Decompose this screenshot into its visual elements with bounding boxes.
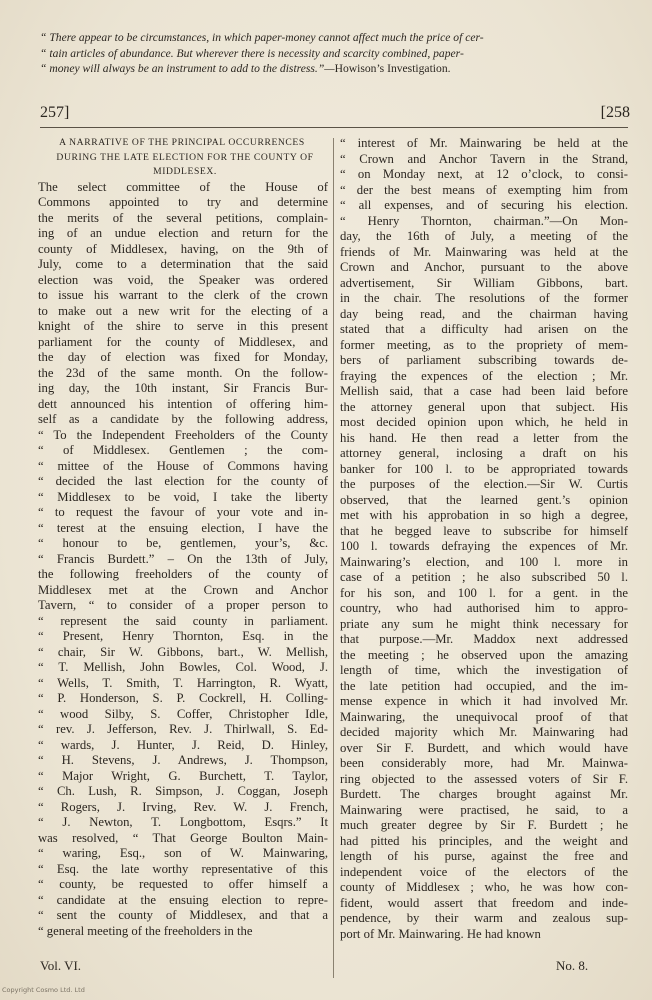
text-line: “ rev. J. Jefferson, Rev. J. Thirlwall, S. Ed- bbox=[38, 722, 328, 736]
left-column bbox=[38, 136, 328, 939]
text-line: the 23d of the same month. On the follow- bbox=[38, 365, 328, 380]
text-line: county of Middlesex, having, on the 9th of bbox=[38, 241, 328, 256]
text-line: had pitted his principles, and the weight and bbox=[340, 833, 628, 848]
text-line: “ P. Honderson, S. P. Cockrell, H. Colling- bbox=[38, 691, 328, 705]
text-line: “ Middlesex to be void, I take the liberty bbox=[38, 489, 328, 504]
text-line: the meeting ; he observed upon the amazing bbox=[340, 647, 628, 662]
page-number-left: 257] bbox=[40, 104, 70, 121]
text-line: “ Henry Thornton, chairman.”—On Mon- bbox=[340, 213, 628, 228]
text-line: “ Crown and Anchor Tavern in the Strand, bbox=[340, 151, 628, 166]
text-line: election was void, the Speaker was ordered bbox=[38, 272, 328, 287]
text-line: parliament for the county of Middlesex, and bbox=[38, 334, 328, 349]
text-line: “ T. Mellish, John Bowles, Col. Wood, J. bbox=[38, 660, 328, 674]
text-line: “ wards, J. Hunter, J. Reid, D. Hinley, bbox=[38, 737, 328, 752]
text-line: observed, that the learned gent.’s opinion bbox=[340, 492, 628, 507]
text-line: fident, would assert that freedom and inde- bbox=[340, 895, 628, 910]
text-line: that he begged leave to subscribe for himself bbox=[340, 523, 628, 538]
text-line: “ county, be requested to offer himself a bbox=[38, 877, 328, 891]
header-rule bbox=[40, 127, 628, 128]
text-line: day being read, and the chairman having bbox=[340, 306, 628, 321]
text-line: much greater degree by Sir F. Burdett ; he bbox=[340, 818, 628, 832]
text-line: banker for 100 l. to be appropriated towards bbox=[340, 461, 628, 476]
text-line: knight of the shire to serve in this present bbox=[38, 319, 328, 333]
text-line: met with his approbation in so high a degree, bbox=[340, 508, 628, 522]
text-line: decided majority which Mr. Mainwaring had bbox=[340, 725, 628, 739]
text-line: “ candidate at the ensuing election to repre- bbox=[38, 892, 328, 907]
text-line: ring objected to the assessed voters of Sir F. bbox=[340, 771, 628, 786]
text-line: Burdett. The charges brought against Mr. bbox=[340, 787, 628, 801]
text-line: the attorney general upon that subject. His bbox=[340, 399, 628, 414]
text-line: the day of election was fixed for Monday, bbox=[38, 350, 328, 364]
text-line: “ der the best means of exempting him from bbox=[340, 182, 628, 197]
text-line: length of time, which the investigation of bbox=[340, 663, 628, 677]
text-line: county of Middlesex ; who, he was how con- bbox=[340, 880, 628, 894]
text-line: the late petition had occupied, and the im- bbox=[340, 678, 628, 693]
column-divider bbox=[333, 138, 334, 978]
text-line: “ chair, Sir W. Gibbons, bart., W. Mellish, bbox=[38, 644, 328, 659]
epigraph-quote bbox=[40, 30, 618, 77]
text-line: independent voice of the electors of the bbox=[340, 864, 628, 879]
text-line: case of a petition ; he also subscribed 50 l. bbox=[340, 570, 628, 584]
text-line: “ To the Independent Freeholders of the County bbox=[38, 427, 328, 442]
text-line: “ of Middlesex. Gentlemen ; the com- bbox=[38, 443, 328, 457]
text-line: length of his purse, against the free and bbox=[340, 849, 628, 863]
text-line: “ Ch. Lush, R. Simpson, J. Coggan, Joseph bbox=[38, 784, 328, 798]
text-line: to make out a new writ for the electing of a bbox=[38, 303, 328, 318]
text-line: attorney general, inclosing a draft on his bbox=[340, 446, 628, 460]
text-line: “ all expenses, and of securing his election. bbox=[340, 198, 628, 212]
text-line: priate any sum he might think necessary for bbox=[340, 616, 628, 631]
text-line: “ wood Silby, S. Coffer, Christopher Idle, bbox=[38, 706, 328, 721]
text-line: day, the 16th of July, a meeting of the bbox=[340, 229, 628, 243]
quote-line: “ tain articles of abundance. But wherever there is necessity and scarcity combined, paper- bbox=[40, 46, 464, 60]
text-line: mense expence in which it had involved Mr. bbox=[340, 694, 628, 708]
issue-number: No. 8. bbox=[556, 958, 589, 973]
text-line: “ terest at the ensuing election, I have the bbox=[38, 520, 328, 535]
text-line: Commons appointed to try and determine bbox=[38, 195, 328, 209]
text-line: Middlesex met at the Crown and Anchor bbox=[38, 582, 328, 597]
text-line: Mainwaring’s election, and 100 l. more in bbox=[340, 554, 628, 569]
text-line: “ decided the last election for the county of bbox=[38, 474, 328, 488]
text-line: “ general meeting of the freeholders in the bbox=[38, 923, 253, 938]
text-line: Mainwaring, the unequivocal proof of that bbox=[340, 709, 628, 724]
text-line: “ waring, Esq., son of W. Mainwaring, bbox=[38, 846, 328, 860]
text-line: “ sent the county of Middlesex, and that a bbox=[38, 908, 328, 922]
text-line: the purposes of the election.—Sir W. Curtis bbox=[340, 477, 628, 491]
text-line: ing of an undue election and return for the bbox=[38, 226, 328, 240]
text-line: ing day, the 10th instant, Sir Francis Bur- bbox=[38, 381, 328, 395]
text-line: former meeting, as to the propriety of mem- bbox=[340, 337, 628, 352]
text-line: “ honour to be, gentlemen, your’s, &c. bbox=[38, 536, 328, 550]
text-line: “ H. Stevens, J. Andrews, J. Thompson, bbox=[38, 753, 328, 767]
text-line: fraying the expences of the election ; Mr. bbox=[340, 368, 628, 383]
text-line: July, come to a determination that the said bbox=[38, 257, 328, 271]
text-line: “ to request the favour of your vote and in- bbox=[38, 505, 328, 519]
text-line: Mainwaring were practised, he said, to a bbox=[340, 802, 628, 817]
text-line: Crown and Anchor, pursuant to the above bbox=[340, 260, 628, 274]
text-line: “ Rogers, J. Irving, Rev. W. J. French, bbox=[38, 799, 328, 814]
text-line: “ Present, Henry Thornton, Esq. in the bbox=[38, 629, 328, 643]
text-line: “ Wells, T. Smith, T. Harrington, R. Wyatt, bbox=[38, 675, 328, 690]
text-line: for his son, and 100 l. for a gent. in the bbox=[340, 585, 628, 600]
page-number-right: [258 bbox=[600, 104, 630, 121]
text-line: in the chair. The resolutions of the former bbox=[340, 291, 628, 305]
quote-line: “ money will always be an instrument to add to the distress.”—Howison’s Investigation. bbox=[40, 62, 451, 75]
text-line: that purpose.—Mr. Maddox next addressed bbox=[340, 632, 628, 646]
text-line: “ represent the said county in parliament. bbox=[38, 613, 328, 628]
volume-label: Vol. VI. bbox=[40, 958, 82, 973]
text-line: Tavern, “ to consider of a proper person to bbox=[38, 598, 328, 612]
text-line: his hand. He then read a letter from the bbox=[340, 430, 628, 445]
text-line: most decided opinion upon which, he held in bbox=[340, 415, 628, 429]
text-line: The select committee of the House of bbox=[38, 179, 328, 194]
text-line: “ Esq. the late worthy representative of this bbox=[38, 861, 328, 876]
text-line: self as a candidate by the following address, bbox=[38, 412, 328, 426]
text-line: over Sir F. Burdett, and which would have bbox=[340, 740, 628, 755]
text-line: stated that a difficulty had arisen on the bbox=[340, 322, 628, 336]
text-line: the merits of the several petitions, complain- bbox=[38, 210, 328, 225]
text-line: pendence, by their warm and zealous sup- bbox=[340, 911, 628, 925]
text-line: been considerably more, had Mr. Mainwa- bbox=[340, 756, 628, 770]
text-line: “ on Monday next, at 12 o’clock, to consi- bbox=[340, 167, 628, 181]
text-line: friends of Mr. Mainwaring was held at the bbox=[340, 244, 628, 259]
text-line: “ mittee of the House of Commons having bbox=[38, 458, 328, 473]
quote-attribution: Howison’s Investigation. bbox=[334, 62, 451, 75]
text-line: the following freeholders of the county of bbox=[38, 567, 328, 581]
text-line: was resolved, “ That George Boulton Main- bbox=[38, 830, 328, 845]
text-line: bers of parliament subscribing towards de- bbox=[340, 353, 628, 367]
text-line: “ J. Newton, T. Longbottom, Esqrs.” It bbox=[38, 815, 328, 829]
article-body-right bbox=[340, 136, 628, 942]
article-body-left bbox=[38, 180, 328, 940]
text-line: “ Major Wright, G. Burchett, T. Taylor, bbox=[38, 768, 328, 783]
text-line: Mellish said, that a case had been laid before bbox=[340, 384, 628, 398]
copyright-stamp: Copyright Cosmo Ltd. Ltd bbox=[2, 986, 85, 994]
text-line: 100 l. towards defraying the expences of Mr. bbox=[340, 539, 628, 553]
text-line: country, who had authorised him to appro- bbox=[340, 601, 628, 615]
right-column bbox=[340, 136, 628, 942]
text-line: “ Francis Burdett.” – On the 13th of July, bbox=[38, 551, 328, 566]
text-line: “ interest of Mr. Mainwaring be held at the bbox=[340, 136, 628, 150]
text-line: dett announced his intention of offering him- bbox=[38, 396, 328, 411]
text-line: advertisement, Sir William Gibbons, bart. bbox=[340, 275, 628, 290]
quote-line: “ There appear to be circumstances, in which paper-money cannot affect much the price of cer- bbox=[40, 31, 484, 44]
text-line: to issue his warrant to the clerk of the crown bbox=[38, 288, 328, 302]
article-heading: A NARRATIVE OF THE PRINCIPAL OCCURRENCES DURING THE LATE ELECTION FOR THE COUNTY OF MIDDLESEX. bbox=[56, 137, 314, 177]
text-line: port of Mr. Mainwaring. He had known bbox=[340, 926, 541, 941]
